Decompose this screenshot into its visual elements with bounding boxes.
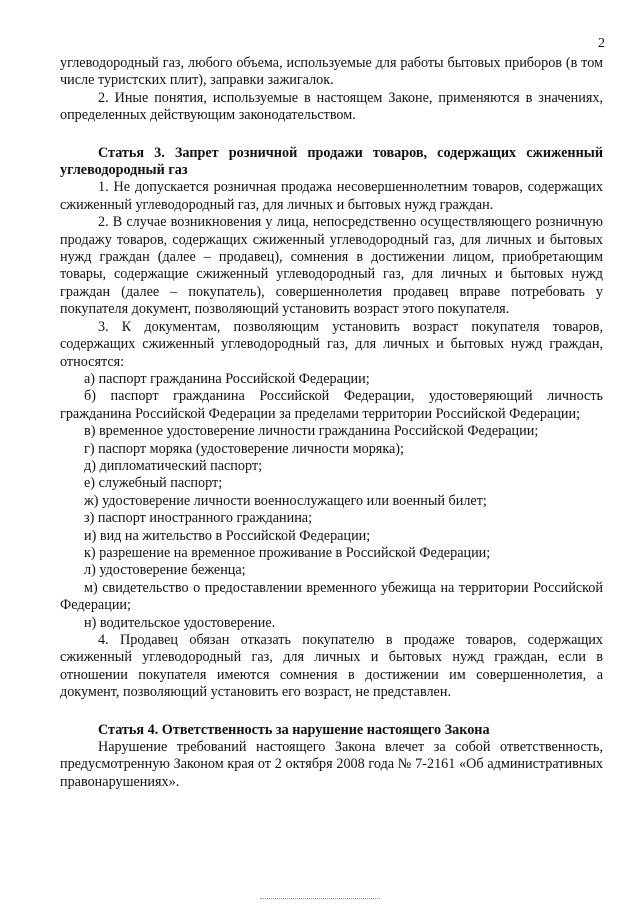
article-3-title: Статья 3. Запрет розничной продажи товаров, содержащих сжиженный углеводородный газ — [60, 144, 603, 179]
article-3-paragraph-3: 3. К документам, позволяющим установить возраст покупателя товаров, содержащих сжиженный углеводородный газ, для личных и бытовых нужд граждан, относятся: — [60, 318, 603, 370]
article-3-paragraph-1: 1. Не допускается розничная продажа несовершеннолетним товаров, содержащих сжиженный углеводородный газ, для личных и бытовых нужд граждан. — [60, 179, 603, 213]
document-list-item: г) паспорт моряка (удостоверение личности моряка); — [84, 440, 404, 457]
document-list-item: а) паспорт гражданина Российской Федерации; — [84, 370, 370, 387]
document-list-item: л) удостоверение беженца; — [84, 562, 246, 579]
document-list-item: д) дипломатический паспорт; — [84, 457, 263, 474]
document-list-item: в) временное удостоверение личности гражданина Российской Федерации; — [84, 423, 539, 440]
document-list-item: з) паспорт иностранного гражданина; — [84, 510, 313, 527]
document-list-item: и) вид на жительство в Российской Федерации; — [84, 527, 371, 544]
scan-footer-mark — [260, 898, 380, 901]
document-list-item: м) свидетельство о предоставлении временного убежища на территории Российской Федерации; — [60, 579, 603, 614]
document-list-item: ж) удостоверение личности военнослужащего или военный билет; — [84, 492, 487, 509]
document-list-item: б) паспорт гражданина Российской Федерации, удостоверяющий личность гражданина Российской Федерации за пределами территории Российской Федерации; — [60, 388, 603, 422]
document-list-item: е) служебный паспорт; — [84, 475, 223, 492]
paragraph-definitions: 2. Иные понятия, используемые в настоящем Законе, применяются в значениях, определенных действующим законодательством. — [60, 89, 603, 124]
page-number: 2 — [598, 36, 605, 51]
article-4-paragraph-1: Нарушение требований настоящего Закона влечет за собой ответственность, предусмотренную Законом края от 2 октября 2008 года № 7-2161 «Об административных правонарушениях». — [60, 739, 603, 790]
document-list-item: н) водительское удостоверение. — [84, 614, 276, 631]
article-3-paragraph-2: 2. В случае возникновения у лица, непосредственно осуществляющего розничную продажу товаров, содержащих сжиженный углеводородный газ, для личных и бытовых нужд граждан (далее – продавец), сомнения в достижении лицом, приобретающим товары, содержащие сжиженный углеводородный газ, для личных и бытовых нужд граждан (далее – покупатель), совершеннолетия продавец вправе потребовать у покупателя документ, позволяющий установить возраст этого покупателя. — [60, 214, 603, 318]
article-4-title: Статья 4. Ответственность за нарушение настоящего Закона — [98, 721, 490, 738]
article-3-paragraph-4: 4. Продавец обязан отказать покупателю в продаже товаров, содержащих сжиженный углеводородный газ, для личных и бытовых нужд граждан, если в отношении покупателя имеются сомнения в достижении им совершеннолетия, а документ, позволяющий установить его возраст, не представлен. — [60, 632, 603, 701]
document-body — [60, 55, 603, 791]
paragraph-continuation: углеводородный газ, любого объема, используемые для работы бытовых приборов (в том числе туристских плит), заправки зажигалок. — [60, 55, 603, 89]
document-list-item: к) разрешение на временное проживание в Российской Федерации; — [84, 544, 491, 561]
